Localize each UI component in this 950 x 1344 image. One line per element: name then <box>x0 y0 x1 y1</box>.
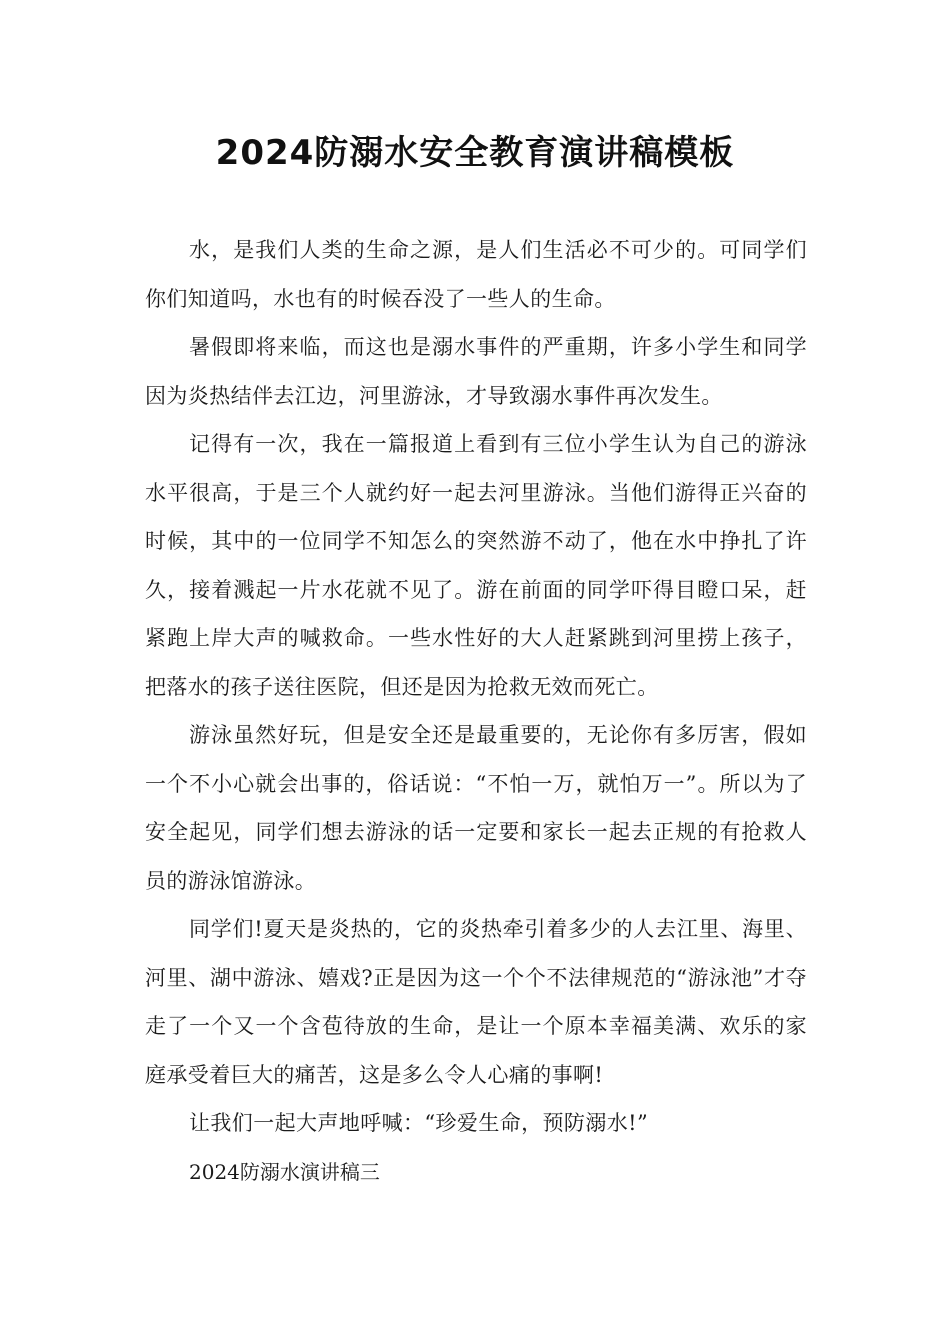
paragraph-4: 游泳虽然好玩，但是安全还是最重要的，无论你有多厉害，假如一个不小心就会出事的，俗话说：“不怕一万，就怕万一”。所以为了安全起见，同学们想去游泳的话一定要和家长一起去正规的有抢救人员的游泳馆游泳。 <box>145 723 807 893</box>
document-title: 2024防溺水安全教育演讲稿模板 <box>215 133 735 173</box>
section-heading: 2024防溺水演讲稿三 <box>189 1159 380 1184</box>
paragraph-1: 水，是我们人类的生命之源，是人们生活必不可少的。可同学们你们知道吗，水也有的时候吞没了一些人的生命。 <box>145 238 807 311</box>
paragraph-5: 同学们!夏天是炎热的，它的炎热牵引着多少的人去江里、海里、河里、湖中游泳、嬉戏?正是因为这一个个不法律规范的“游泳池”才夺走了一个又一个含苞待放的生命，是让一个原本幸福美满、欢乐的家庭承受着巨大的痛苦，这是多么令人心痛的事啊! <box>145 917 807 1087</box>
document-body <box>145 226 807 1196</box>
paragraph-3: 记得有一次，我在一篇报道上看到有三位小学生认为自己的游泳水平很高，于是三个人就约好一起去河里游泳。当他们游得正兴奋的时候，其中的一位同学不知怎么的突然游不动了，他在水中挣扎了许久，接着溅起一片水花就不见了。游在前面的同学吓得目瞪口呆，赶紧跑上岸大声的喊救命。一些水性好的大人赶紧跳到河里捞上孩子，把落水的孩子送往医院，但还是因为抢救无效而死亡。 <box>145 432 807 699</box>
paragraph-6: 让我们一起大声地呼喊：“珍爱生命，预防溺水!” <box>189 1111 649 1135</box>
paragraph-2: 暑假即将来临，而这也是溺水事件的严重期，许多小学生和同学因为炎热结伴去江边，河里游泳，才导致溺水事件再次发生。 <box>145 335 807 408</box>
